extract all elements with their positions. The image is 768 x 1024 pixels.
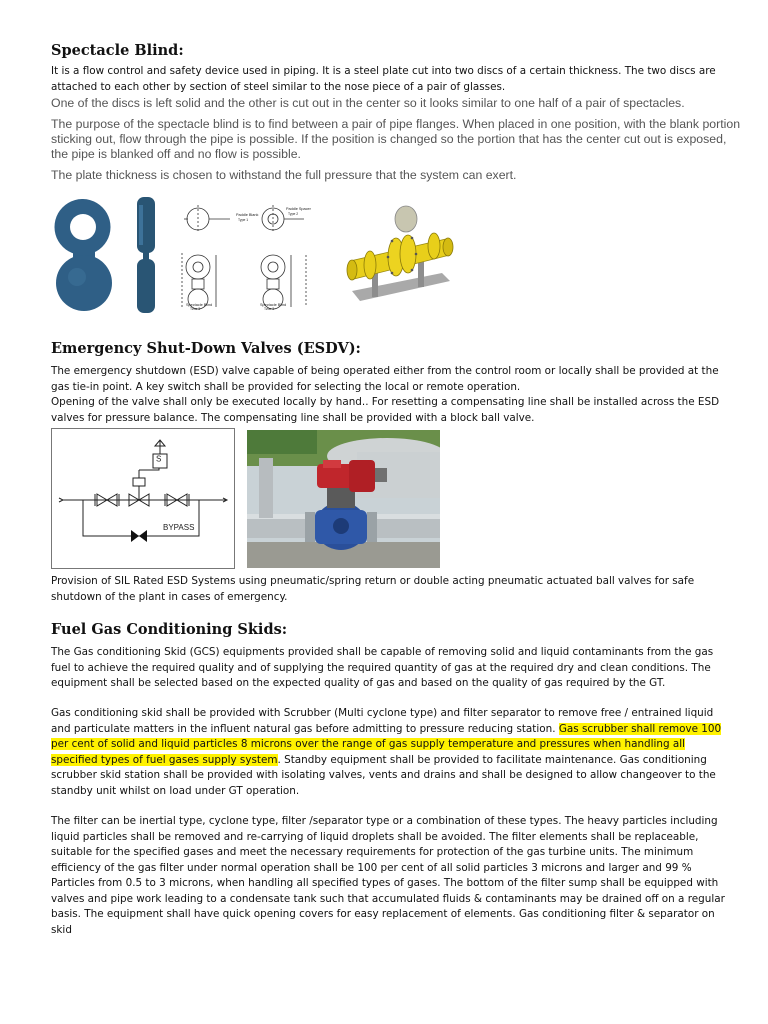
solenoid-label: S [156, 454, 162, 464]
label-spectacle-blind-2: Spectacle Blind [260, 303, 287, 307]
spectacle-paragraph-2: One of the discs is left solid and the other is cut out in the center so it looks similar to one half of a pair of spectacles. [51, 96, 685, 110]
spectacle-blind-installed-photo [342, 203, 457, 311]
label-paddle-blank-type: Type 1 [238, 218, 249, 222]
heading-fuel-gas-conditioning: Fuel Gas Conditioning Skids: [51, 621, 288, 638]
spectacle-blind-photo [51, 193, 171, 313]
fuel-gas-highlighted-text: Gas scrubber shall remove 100 per cent of solid and liquid particles 8 microns over the range of gas supply temperature and pressures when handling all specified types of fuel gases supply system [51, 722, 722, 766]
fuel-gas-paragraph-4: Particles from 0.5 to 3 microns, when handling all specified types of gases. The bottom of the filter sump shall be equipped with valves and pipe work leading to a condensate tank such that accumulated fluids & contaminants may be drained off on a regular basis. The equipment shall have quick opening covers for easy replacement of elements. Gas conditioning filter & separator on skid [51, 877, 725, 936]
label-spectacle-blind-type-1: Type 3 [190, 307, 201, 310]
bypass-label: BYPASS [163, 523, 195, 532]
spectacle-paragraph-4: The plate thickness is chosen to withstand the full pressure that the system can exert. [51, 168, 517, 182]
esdv-paragraph-2: Opening of the valve shall only be executed locally by hand.. For resetting a compensating line shall be installed across the ESD valves for pressure balance. The compensating line shall be provided with a block ball valve. [51, 396, 720, 424]
fuel-gas-paragraph-3: The filter can be inertial type, cyclone type, filter /separator type or a combination of these types. The heavy particles including liquid particles shall be removed and re-carrying of liquid droplets shall be avoided. The filter elements shall be replaceable, suitable for the specified gases and meet the necessary requirements for protection of the gas turbine units. The minimum efficiency of the gas filter under normal operation shall be 100 per cent of all solid particles 3 microns and larger and 99 % [51, 815, 718, 874]
spectacle-paragraph-1: It is a flow control and safety device used in piping. It is a steel plate cut into two discs of a certain thickness. The two discs are attached to each other by section of steel similar to the nose piece of a pair of glasses. [51, 65, 716, 93]
fuel-gas-paragraph-2-end: . Standby equipment shall be provided to facilitate maintenance. Gas conditioning scrubber skid station shall be provided with isolating valves, vents and drains and shall be designed to allow changeover to the standby unit whilst on load under GT operation. [51, 753, 716, 797]
fuel-gas-paragraph-2 [51, 706, 731, 800]
spectacle-blind-drawings [178, 203, 328, 310]
label-paddle-blank: Paddle Blank [236, 213, 259, 217]
label-paddle-spacer-type: Type 2 [288, 212, 299, 216]
label-spectacle-blind-type-2: Type 3 [264, 307, 275, 310]
esd-valve-schematic [51, 428, 235, 569]
fuel-gas-paragraph-2-start: Gas conditioning skid shall be provided with Scrubber (Multi cyclone type) and filter separator to remove free / entrained liquid and particulate matters in the influent natural gas before admitting to pressure reducing station. [51, 707, 714, 735]
spectacle-paragraph-3: The purpose of the spectacle blind is to find between a pair of pipe flanges. When placed in one position, with the blank portion sticking out, flow through the pipe is possible. If the position is changed so the portion that has the center cut out is exposed, the pipe is blanked off and no flow is possible. [51, 117, 741, 161]
heading-spectacle-blind: Spectacle Blind: [51, 42, 184, 59]
fuel-gas-paragraph-1: The Gas conditioning Skid (GCS) equipments provided shall be capable of removing solid and liquid contaminants from the gas fuel to achieve the required quality and of supplying the required quantity of gas at the required dry and clean conditions. The equipment shall be selected based on the expected quality of gas and based on the quality of gas required by the GT. [51, 646, 714, 690]
esd-valve-photo [247, 430, 440, 568]
esdv-paragraph-3: Provision of SIL Rated ESD Systems using pneumatic/spring return or double acting pneumatic actuated ball valves for safe shutdown of the plant in cases of emergency. [51, 575, 695, 603]
label-paddle-spacer: Paddle Spacer [286, 207, 311, 211]
heading-esdv: Emergency Shut-Down Valves (ESDV): [51, 340, 361, 357]
label-spectacle-blind-1: Spectacle Blind [186, 303, 213, 307]
esdv-paragraph-1: The emergency shutdown (ESD) valve capable of being operated either from the control room or locally shall be provided at the gas tie-in point. A key switch shall be provided for selecting the local or remote operation. [51, 365, 719, 393]
